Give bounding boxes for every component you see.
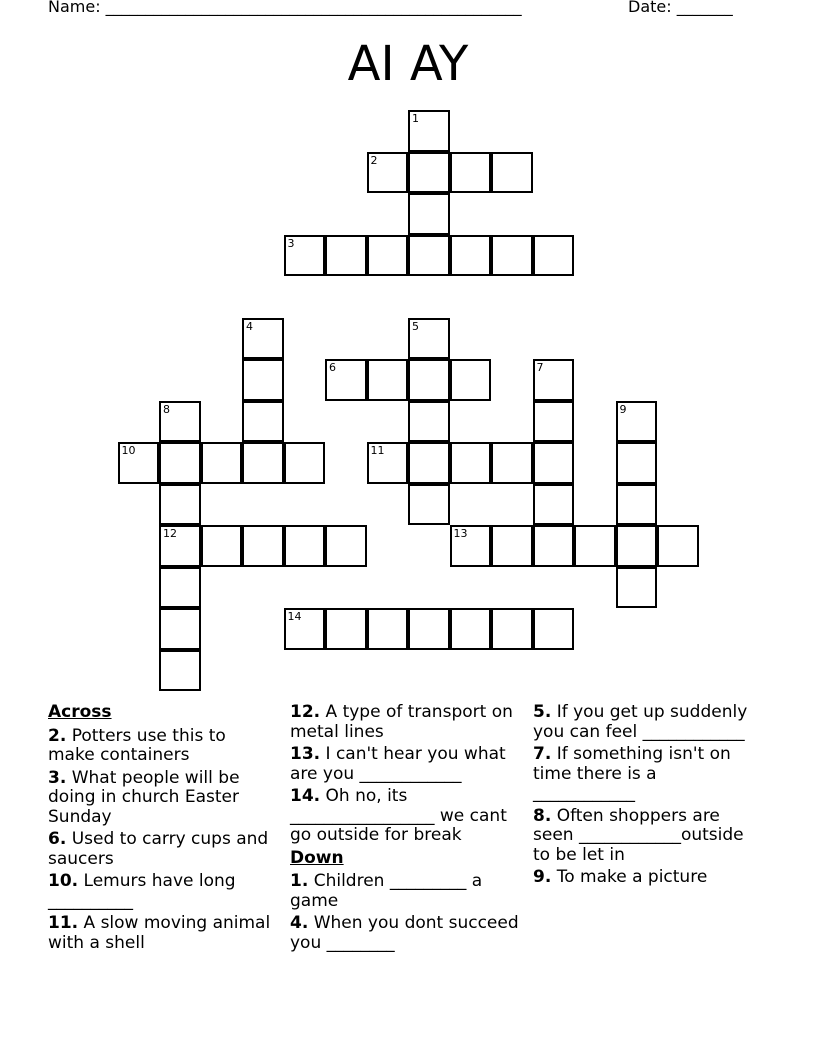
grid-cell[interactable]	[533, 359, 575, 401]
clue-across-14: 14. Oh no, its _________________ we cant go outside for break	[290, 786, 507, 845]
grid-cell[interactable]	[657, 525, 699, 567]
date-field: Date: _______	[628, 0, 733, 16]
grid-cell[interactable]	[242, 401, 284, 443]
grid-cell[interactable]	[325, 525, 367, 567]
grid-cell[interactable]	[408, 235, 450, 277]
clue-down-8: 8. Often shoppers are seen ____________outside to be let in	[533, 805, 744, 865]
clue-number: 4	[246, 319, 253, 333]
clue-down-7: 7. If something isn't on time there is a ____________	[533, 744, 731, 803]
grid-cell[interactable]	[159, 401, 201, 443]
clue-across-6: 6. Used to carry cups and saucers	[48, 829, 269, 869]
grid-cell[interactable]	[408, 110, 450, 152]
clue-number: 6	[329, 361, 336, 374]
clue-down-5: 5. If you get up suddenly you can feel ____________	[533, 702, 748, 742]
grid-cell[interactable]	[159, 650, 201, 692]
grid-cell[interactable]	[574, 525, 616, 567]
grid-cell[interactable]	[491, 525, 533, 567]
clue-across-13: 13. I can't hear you what are you ____________	[290, 744, 506, 784]
grid-cell[interactable]	[450, 359, 492, 401]
grid-cell[interactable]	[450, 235, 492, 277]
name-field: Name: ____________________________________________________	[48, 0, 522, 16]
grid-cell[interactable]	[242, 359, 284, 401]
grid-cell[interactable]	[616, 442, 658, 484]
grid-cell[interactable]	[325, 608, 367, 650]
clue-number: 13	[453, 527, 468, 540]
grid-cell[interactable]	[408, 401, 450, 443]
grid-cell[interactable]	[491, 442, 533, 484]
grid-cell[interactable]	[159, 567, 201, 609]
grid-cell[interactable]	[367, 152, 409, 194]
page-title: AI AY	[347, 36, 469, 92]
grid-cell[interactable]	[450, 608, 492, 650]
grid-cell[interactable]	[408, 442, 450, 484]
clue-number: 3	[287, 236, 295, 250]
clues-column-1	[48, 703, 276, 956]
grid-cell[interactable]	[284, 525, 326, 567]
grid-cell[interactable]	[533, 235, 575, 277]
grid-cell[interactable]	[201, 525, 243, 567]
grid-cell[interactable]	[118, 442, 160, 484]
grid-cell[interactable]	[325, 359, 367, 401]
clues-column-2	[290, 703, 526, 956]
grid-cell[interactable]	[284, 608, 326, 650]
grid-cell[interactable]	[408, 193, 450, 235]
clue-number: 5	[412, 319, 419, 333]
grid-cell[interactable]	[533, 442, 575, 484]
grid-cell[interactable]	[616, 567, 658, 609]
clue-across-12: 12. A type of transport on metal lines	[290, 702, 513, 742]
grid-cell[interactable]	[533, 401, 575, 443]
grid-cell[interactable]	[491, 152, 533, 194]
grid-cell[interactable]	[450, 152, 492, 194]
grid-cell[interactable]	[284, 235, 326, 277]
grid-cell[interactable]	[616, 484, 658, 526]
grid-cell[interactable]	[201, 442, 243, 484]
grid-cell[interactable]	[616, 401, 658, 443]
clues-column-3	[533, 703, 763, 891]
clue-number: 12	[163, 527, 177, 540]
clue-number: 11	[370, 444, 385, 457]
grid-cell[interactable]	[242, 318, 284, 360]
clue-down-9: 9. To make a picture	[533, 867, 708, 887]
grid-cell[interactable]	[408, 484, 450, 526]
grid-cell[interactable]	[159, 608, 201, 650]
grid-cell[interactable]	[408, 608, 450, 650]
across-heading: Across	[48, 702, 112, 722]
grid-cell[interactable]	[159, 484, 201, 526]
clue-across-3: 3. What people will be doing in church Easter Sunday	[48, 767, 240, 827]
grid-cell[interactable]	[533, 525, 575, 567]
clue-number: 2	[370, 153, 378, 167]
grid-cell[interactable]	[242, 525, 284, 567]
grid-cell[interactable]	[408, 318, 450, 360]
clue-number: 10	[121, 444, 136, 457]
grid-cell[interactable]	[408, 359, 450, 401]
grid-cell[interactable]	[491, 608, 533, 650]
grid-cell[interactable]	[450, 442, 492, 484]
grid-cell[interactable]	[159, 525, 201, 567]
clue-number: 8	[163, 402, 170, 416]
grid-cell[interactable]	[533, 608, 575, 650]
grid-cell[interactable]	[367, 442, 409, 484]
grid-cell[interactable]	[408, 152, 450, 194]
down-heading: Down	[290, 847, 344, 868]
grid-cell[interactable]	[159, 442, 201, 484]
grid-cell[interactable]	[367, 235, 409, 277]
grid-cell[interactable]	[325, 235, 367, 277]
grid-cell[interactable]	[491, 235, 533, 277]
grid-cell[interactable]	[242, 442, 284, 484]
clue-number: 14	[287, 610, 302, 623]
clue-number: 1	[412, 112, 419, 125]
grid-cell[interactable]	[533, 484, 575, 526]
clue-number: 9	[619, 402, 627, 416]
clue-across-2: 2. Potters use this to make containers	[48, 725, 226, 765]
grid-cell[interactable]	[367, 608, 409, 650]
grid-cell[interactable]	[284, 442, 326, 484]
grid-cell[interactable]	[367, 359, 409, 401]
clue-down-1: 1. Children _________ a game	[290, 871, 483, 911]
clue-number: 7	[536, 361, 544, 374]
clue-across-10: 10. Lemurs have long __________	[48, 871, 236, 911]
clue-across-11: 11. A slow moving animal with a shell	[48, 913, 271, 953]
grid-cell[interactable]	[616, 525, 658, 567]
clue-down-4: 4. When you dont succeed you ________	[290, 913, 519, 953]
grid-cell[interactable]	[450, 525, 492, 567]
